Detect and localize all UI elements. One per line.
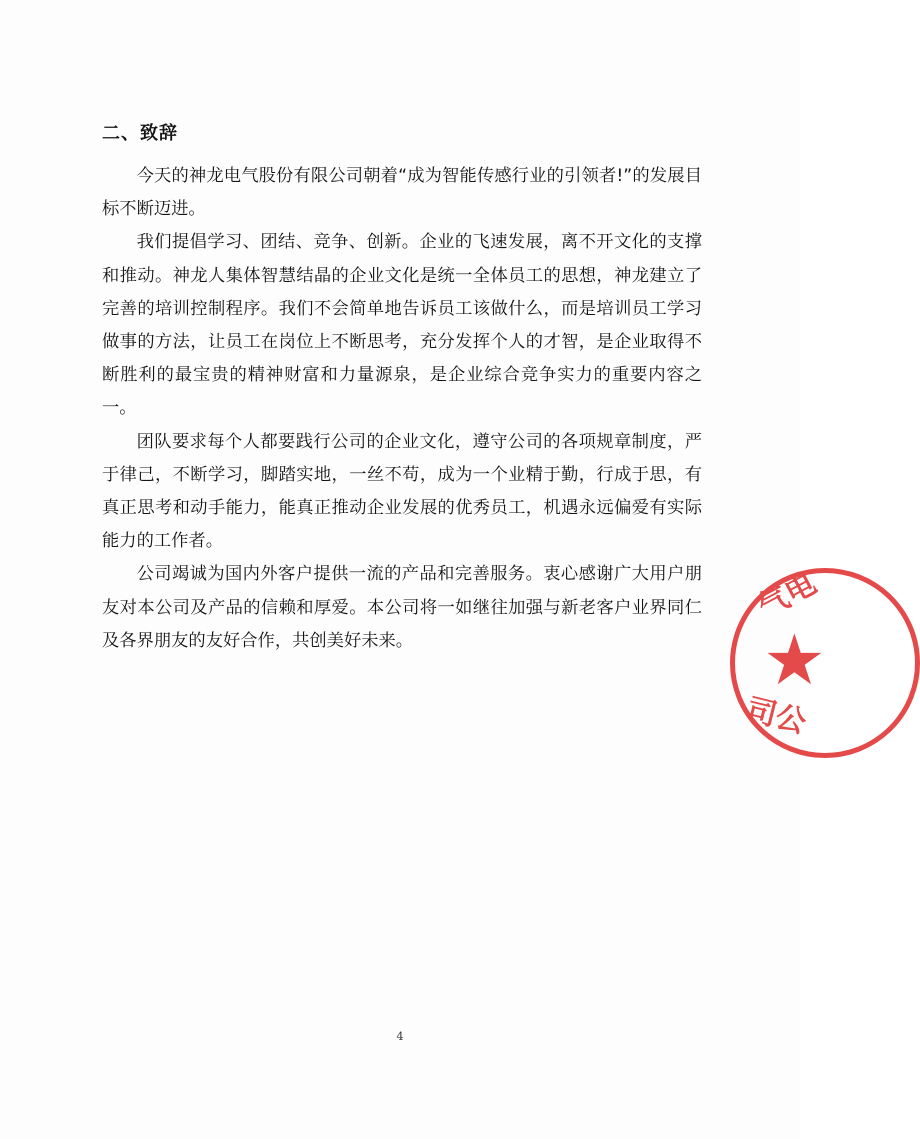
paragraph-3: 团队要求每个人都要践行公司的企业文化，遵守公司的各项规章制度，严于律己，不断学习，脚踏实地，一丝不苟，成为一个业精于勤，行成于思，有真正思考和动手能力，能真正推动企业发展的优秀员工，机遇永远偏爱有实际能力的工作者。 (102, 431, 702, 552)
paragraph-2: 我们提倡学习、团结、竞争、创新。企业的飞速发展，离不开文化的支撑和推动。神龙人集体智慧结晶的企业文化是统一全体员工的思想，神龙建立了完善的培训控制程序。我们不会简单地告诉员工该做什么，而是培训员工学习做事的方法，让员工在岗位上不断思考，充分发挥个人的才智，是企业取得不断胜利的最宝贵的精神财富和力量源泉，是企业综合竞争实力的重要内容之一。 (102, 232, 702, 419)
company-seal-stamp (730, 565, 920, 758)
section-heading: 二、致辞 (102, 123, 178, 144)
seal-star-icon: ★ (763, 619, 826, 701)
seal-bottom-text: 司公 (742, 692, 810, 741)
seal-top-text: 气电 (752, 565, 823, 625)
body-text (102, 160, 702, 658)
page-number: 4 (396, 1030, 404, 1043)
paragraph-1: 今天的神龙电气股份有限公司朝着“成为智能传感行业的引领者!”的发展目标不断迈进。 (102, 166, 702, 220)
paragraph-4: 公司竭诚为国内外客户提供一流的产品和完善服务。衷心感谢广大用户朋友对本公司及产品的信赖和厚爱。本公司将一如继往加强与新老客户业界同仁及各界朋友的友好合作，共创美好未来。 (102, 564, 702, 651)
